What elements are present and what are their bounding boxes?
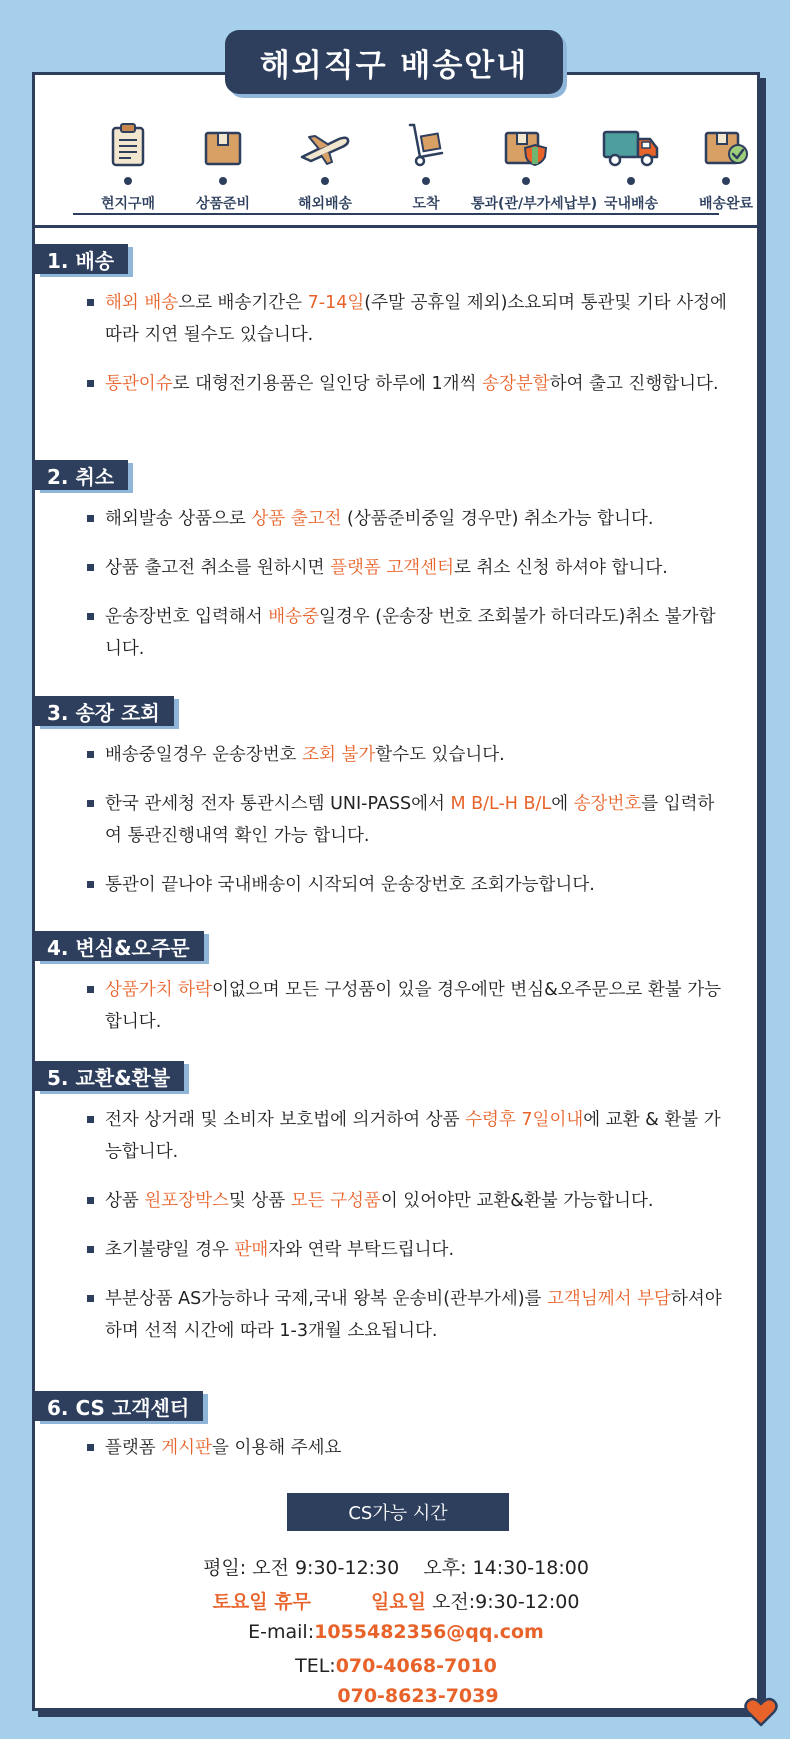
bullet-item xyxy=(87,552,727,584)
cs-email xyxy=(35,1621,757,1643)
step-label: 국내배송 xyxy=(603,196,659,212)
body-text: 로 취소 신청 하셔야 합니다. xyxy=(454,558,668,578)
bullet-item xyxy=(87,1234,727,1266)
cs-tel-1[interactable]: 070-4068-7010 xyxy=(335,1655,497,1677)
highlight-text: 상품 출고전 xyxy=(251,509,342,529)
step-local-purchase xyxy=(73,115,183,213)
bullet-item xyxy=(87,368,727,400)
body-text: 자와 연락 부탁드립니다. xyxy=(268,1240,455,1260)
heart-icon xyxy=(744,1697,778,1727)
cs-sunday-time: 오전:9:30-12:00 xyxy=(426,1591,580,1613)
highlight-text: 조회 불가 xyxy=(302,745,376,765)
highlight-text: 해외 배송 xyxy=(105,293,179,313)
step-label: 도착 xyxy=(412,196,440,212)
highlight-text: 플랫폼 고객센터 xyxy=(330,558,455,578)
step-label: 통과(관/부가세납부) xyxy=(471,196,598,212)
step-label: 배송완료 xyxy=(698,196,754,212)
body-text: 운송장번호 입력해서 xyxy=(105,607,269,627)
highlight-text: 원포장박스 xyxy=(144,1191,229,1211)
airplane-icon xyxy=(270,115,380,167)
bullet-item xyxy=(87,1432,727,1464)
section-cancel-list xyxy=(87,503,727,682)
section-cs-list xyxy=(87,1432,727,1481)
truck-icon xyxy=(576,115,686,167)
bullet-item xyxy=(87,788,727,852)
header-divider xyxy=(35,225,757,228)
box-icon xyxy=(168,115,278,167)
body-text: 전자 상거래 및 소비자 보호법에 의거하여 상품 xyxy=(105,1110,466,1130)
body-text: 을 이용해 주세요 xyxy=(212,1438,342,1458)
highlight-text: 고객님께서 부담 xyxy=(547,1289,671,1309)
bullet-item xyxy=(87,974,727,1038)
section-tracking-list xyxy=(87,739,727,918)
step-label: 상품준비 xyxy=(195,196,251,212)
section-heading-change-of-mind: 4. 변심&오주문 xyxy=(35,931,204,961)
body-text: (주말 공휴일 제외)소요되며 통관및 기타 사정에 따라 지연 될수도 있습니다. xyxy=(105,293,727,345)
body-text: 를 입력하여 통관진행내역 확인 가능 합니다. xyxy=(105,794,715,846)
cs-tel-2[interactable]: 070-8623-7039 xyxy=(337,1685,499,1707)
bullet-item xyxy=(87,1185,727,1217)
body-text: 에 교환 & 환불 가능합니다. xyxy=(105,1110,721,1162)
body-text: 하셔야 하며 선적 시간에 따라 1-3개월 소요됩니다. xyxy=(105,1289,722,1341)
section-heading-tracking: 3. 송장 조회 xyxy=(35,696,174,726)
section-heading-cs: 6. CS 고객센터 xyxy=(35,1391,203,1421)
section-heading-cancel: 2. 취소 xyxy=(35,460,128,490)
body-text: 할수도 있습니다. xyxy=(375,745,505,765)
body-text: 이 있어야만 교환&환불 가능합니다. xyxy=(380,1191,654,1211)
cs-hours-title: CS가능 시간 xyxy=(287,1493,509,1531)
cs-sunday-label: 일요일 xyxy=(370,1591,426,1613)
bullet-item xyxy=(87,601,727,665)
cs-tel-second xyxy=(35,1685,757,1707)
step-customs xyxy=(471,115,598,213)
section-change-of-mind-list xyxy=(87,974,727,1055)
cs-weekday-hours: 평일: 오전 9:30-12:30 오후: 14:30-18:00 xyxy=(203,1557,589,1579)
body-text: 하여 출고 진행합니다. xyxy=(549,374,719,394)
highlight-text: 게시판 xyxy=(161,1438,212,1458)
step-label: 현지구매 xyxy=(100,196,156,212)
highlight-text: 판매 xyxy=(234,1240,269,1260)
cs-email-label: E-mail: xyxy=(248,1621,315,1643)
body-text: 상품 xyxy=(105,1191,145,1211)
bullet-item xyxy=(87,503,727,535)
cs-tel xyxy=(35,1655,757,1677)
section-exchange-refund-list xyxy=(87,1104,727,1364)
clipboard-icon xyxy=(73,115,183,167)
step-domestic-shipping xyxy=(576,115,686,213)
box-shield-icon xyxy=(471,115,581,167)
highlight-text: 통관이슈 xyxy=(105,374,173,394)
page-title: 해외직구 배송안내 xyxy=(225,30,563,94)
hand-truck-icon xyxy=(371,115,481,167)
body-text: 부분상품 AS가능하나 국제,국내 왕복 운송비(관부가세)를 xyxy=(105,1289,548,1309)
body-text: 초기불량일 경우 xyxy=(105,1240,235,1260)
cs-weekend-hours xyxy=(35,1587,757,1614)
bullet-item xyxy=(87,869,727,901)
body-text: 으로 배송기간은 xyxy=(178,293,308,313)
steps-timeline xyxy=(73,213,719,215)
body-text: 상품 출고전 취소를 원하시면 xyxy=(105,558,331,578)
highlight-text: 상품가치 하락 xyxy=(105,980,212,1000)
step-arrival xyxy=(371,115,481,213)
section-heading-exchange-refund: 5. 교환&환불 xyxy=(35,1061,184,1091)
highlight-text: 수령후 7일이내 xyxy=(465,1110,584,1130)
highlight-text: 배송중 xyxy=(268,607,319,627)
highlight-text: 모든 구성품 xyxy=(290,1191,381,1211)
body-text: 및 상품 xyxy=(228,1191,291,1211)
delivery-steps xyxy=(35,115,757,235)
step-product-prep xyxy=(168,115,278,213)
section-shipping-list xyxy=(87,287,727,417)
bullet-item xyxy=(87,1283,727,1347)
bullet-item xyxy=(87,739,727,771)
body-text: 통관이 끝나야 국내배송이 시작되여 운송장번호 조회가능합니다. xyxy=(105,875,595,895)
highlight-text: M B/L-H B/L xyxy=(450,794,552,814)
body-text: 한국 관세청 전자 통관시스템 UNI-PASS에서 xyxy=(105,794,451,814)
cs-email-link[interactable]: 1055482356@qq.com xyxy=(314,1621,544,1643)
body-text: 해외발송 상품으로 xyxy=(105,509,252,529)
body-text: 일경우 (운송장 번호 조회불가 하더라도)취소 불가합니다. xyxy=(105,607,716,659)
section-heading-shipping: 1. 배송 xyxy=(35,244,128,274)
step-delivery-complete xyxy=(671,115,781,213)
body-text: 플랫폼 xyxy=(105,1438,162,1458)
cs-tel-label: TEL: xyxy=(295,1655,336,1677)
body-text: (상품준비중일 경우만) 취소가능 합니다. xyxy=(341,509,654,529)
box-check-icon xyxy=(671,115,781,167)
highlight-text: 송장분할 xyxy=(482,374,550,394)
step-label: 해외배송 xyxy=(297,196,353,212)
highlight-text: 송장번호 xyxy=(573,794,642,814)
bullet-item xyxy=(87,1104,727,1168)
body-text: 배송중일경우 운송장번호 xyxy=(105,745,303,765)
highlight-text: 7-14일 xyxy=(307,293,365,313)
body-text: 로 대형전기용품은 일인당 하루에 1개씩 xyxy=(172,374,483,394)
info-panel xyxy=(32,72,760,1711)
step-overseas-shipping xyxy=(270,115,380,213)
cs-saturday: 토요일 휴무 xyxy=(212,1591,311,1613)
body-text: 이없으며 모든 구성품이 있을 경우에만 변심&오주문으로 환불 가능합니다. xyxy=(105,980,722,1032)
bullet-item xyxy=(87,287,727,351)
body-text: 에 xyxy=(551,794,574,814)
